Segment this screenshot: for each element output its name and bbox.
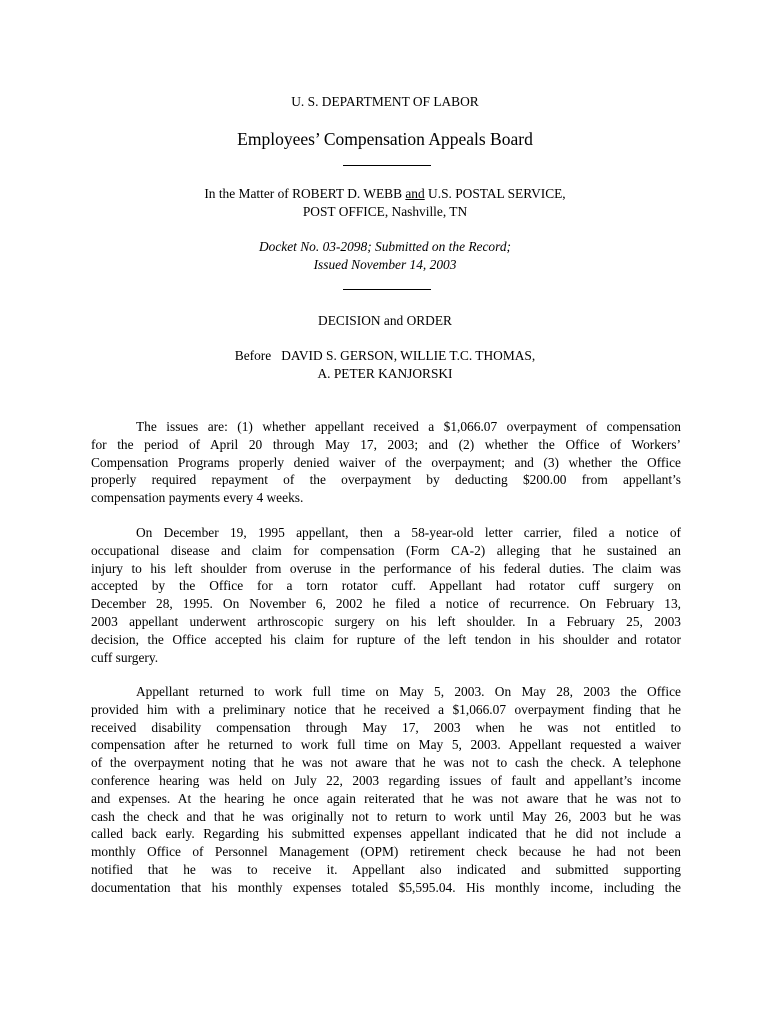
paragraph-line: compensation after he returned to work full time on May 5, 2003. Appellant requested a waiver	[91, 737, 681, 753]
paragraph-overpayment	[91, 683, 681, 897]
paragraph-line: provided him with a preliminary notice that he received a $1,066.07 overpayment finding that he	[91, 701, 681, 717]
matter-line-2: POST OFFICE, Nashville, TN	[302, 204, 468, 219]
paragraph-line: for the period of April 20 through May 17, 2003; and (2) whether the Office of Workers’	[91, 436, 681, 452]
paragraph-line: The issues are: (1) whether appellant received a $1,066.07 overpayment of compensation	[136, 419, 681, 434]
paragraph-background	[91, 524, 681, 666]
paragraph-line: occupational disease and claim for compensation (Form CA-2) alleging that he sustained an	[91, 542, 681, 558]
paragraph-line: received disability compensation through May 17, 2003 when he was not entitled to	[91, 719, 681, 735]
paragraph-line: cuff surgery.	[91, 649, 159, 665]
paragraph-line: December 28, 1995. On November 6, 2002 he filed a notice of recurrence. On February 13,	[91, 596, 681, 612]
docket-line-2: Issued November 14, 2003	[313, 257, 457, 272]
paragraph-line: of the overpayment noting that he was not aware that he was not to cash the check. A telephone	[91, 755, 681, 771]
paragraph-line: cash the check and that he was originally not to return to work until May 26, 2003 but he was	[91, 808, 681, 824]
paragraph-line: called back early. Regarding his submitted expenses appellant indicated that he did not include a	[91, 826, 681, 842]
decision-title: DECISION and ORDER	[318, 313, 452, 328]
matter-and: and	[405, 186, 425, 201]
paragraph-line: accepted by the Office for a torn rotator cuff. Appellant had rotator cuff surgery on	[91, 578, 681, 594]
paragraph-issues	[91, 418, 681, 507]
before-line-2: A. PETER KANJORSKI	[317, 366, 453, 381]
paragraph-line: 2003 appellant underwent arthroscopic surgery on his left shoulder. In a February 25, 2003	[91, 613, 681, 629]
divider-rule-bottom	[343, 289, 431, 290]
board-title: Employees’ Compensation Appeals Board	[237, 129, 533, 149]
paragraph-line: notified that he was to receive it. Appellant also indicated and submitted supporting	[91, 861, 681, 877]
paragraph-line: Appellant returned to work full time on May 5, 2003. On May 28, 2003 the Office	[136, 684, 681, 699]
paragraph-line: compensation payments every 4 weeks.	[91, 490, 304, 506]
matter-line-1	[0, 186, 770, 202]
before-line-1: Before DAVID S. GERSON, WILLIE T.C. THOMAS,	[234, 348, 536, 363]
divider-rule-top	[343, 165, 431, 166]
paragraph-line: and expenses. At the hearing he once again reiterated that he was not aware that he was not to	[91, 790, 681, 806]
paragraph-line: injury to his left shoulder from overuse in the performance of his federal duties. The claim was	[91, 560, 681, 576]
paragraph-line: Compensation Programs properly denied waiver of the overpayment; and (3) whether the Office	[91, 454, 681, 470]
paragraph-line: monthly Office of Personnel Management (OPM) retirement check because he had not been	[91, 844, 681, 860]
paragraph-line: properly required repayment of the overpayment by deducting $200.00 from appellant’s	[91, 472, 681, 488]
paragraph-line: decision, the Office accepted his claim for rupture of the left tendon in his shoulder and rotator	[91, 631, 681, 647]
paragraph-line: documentation that his monthly expenses totaled $5,595.04. His monthly income, including the	[91, 879, 681, 895]
paragraph-line: On December 19, 1995 appellant, then a 58-year-old letter carrier, filed a notice of	[136, 525, 681, 540]
paragraph-line: conference hearing was held on July 22, 2003 regarding issues of fault and appellant’s income	[91, 772, 681, 788]
department-heading: U. S. DEPARTMENT OF LABOR	[291, 94, 479, 109]
matter-prefix: In the Matter of ROBERT D. WEBB	[204, 186, 406, 201]
docket-line-1: Docket No. 03-2098; Submitted on the Record;	[258, 239, 511, 254]
matter-suffix: U.S. POSTAL SERVICE,	[424, 186, 566, 201]
